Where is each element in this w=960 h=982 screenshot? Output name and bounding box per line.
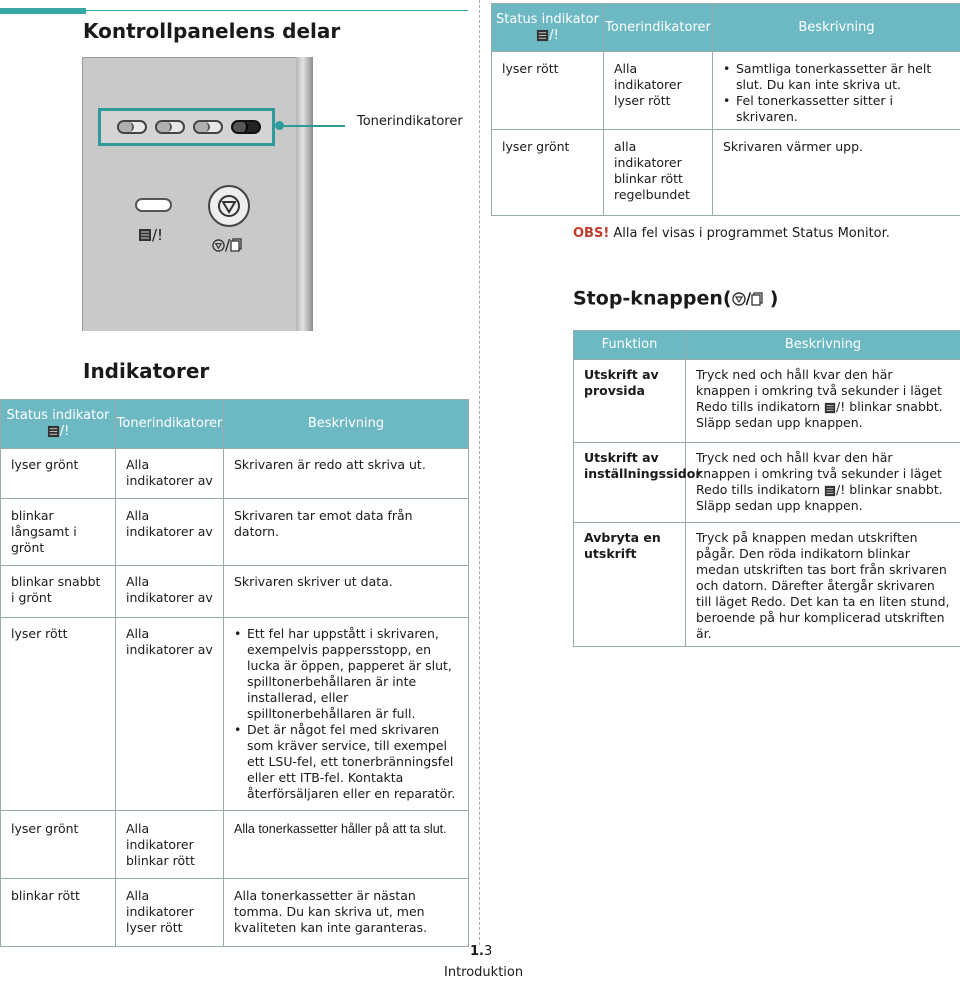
panel-stop-label: / xyxy=(212,236,242,254)
toner-led-group xyxy=(98,108,275,146)
toner-callout-label: Tonerindikatorer xyxy=(357,114,463,129)
toner-led-2 xyxy=(155,120,185,134)
indicators-title: Indikatorer xyxy=(83,359,210,383)
toner-led-4 xyxy=(231,120,261,134)
toner-led-3 xyxy=(193,120,223,134)
toner-status-table xyxy=(491,3,960,216)
printer-status-icon xyxy=(138,228,152,242)
stop-cancel-icon xyxy=(217,194,241,218)
indicators-table xyxy=(0,399,469,947)
list-item: • Ett fel har uppstått i skrivaren, exempelvis pappersstopp, en lucka är öppen, papperet är slut, spilltonerbehållaren är inte installerad, eller spilltonerbehållaren är full. xyxy=(234,626,458,722)
list-item: • Samtliga tonerkassetter är helt slut. Du kan inte skriva ut. xyxy=(723,61,950,93)
panel-status-label: /! xyxy=(138,226,163,244)
list-item: • Fel tonerkassetter sitter i skrivaren. xyxy=(723,93,950,125)
table-header: Beskrivning xyxy=(713,4,960,52)
table-header: Tonerindikatorer xyxy=(116,400,224,449)
table-row: lyser grönt alla indikatorer blinkar rött regelbundet Skrivaren värmer upp. xyxy=(492,130,960,216)
control-panel-illustration xyxy=(82,57,313,331)
section-name: Introduktion xyxy=(444,965,524,980)
copy-document-icon xyxy=(230,238,242,252)
table-row: lyser grönt Alla indikatorer av Skrivaren är redo att skriva ut. xyxy=(1,449,469,499)
table-row: Avbryta en utskrift Tryck på knappen medan utskriften pågår. Den röda indikatorn blinkar medan utskriften tas bort från skrivaren och datorn. Därefter återgår skrivaren till läget Redo. Det kan ta en liten stund, beroende på hur komplicerad utskriften är. xyxy=(574,523,960,647)
table-header: Status indikator /! xyxy=(1,400,116,449)
stop-button[interactable] xyxy=(208,185,250,227)
stop-button-table xyxy=(573,330,960,647)
header-rule xyxy=(86,10,468,11)
control-panel-edge xyxy=(296,57,313,331)
table-row: blinkar långsamt i grönt Alla indikatorer av Skrivaren tar emot data från datorn. xyxy=(1,499,469,566)
stop-cancel-icon xyxy=(732,292,746,306)
page-title: Kontrollpanelens delar xyxy=(83,19,341,43)
toner-led-1 xyxy=(117,120,147,134)
stop-section-title: Stop-knappen( / ) xyxy=(573,287,779,310)
table-row: lyser rött Alla indikatorer lyser rött • Samtliga tonerkassetter är helt slut. Du kan inte skriva ut. • Fel tonerkassetter sitter i skrivaren. xyxy=(492,52,960,130)
printer-status-icon xyxy=(536,29,549,42)
table-row: lyser rött Alla indikatorer av • Ett fel har uppstått i skrivaren, exempelvis pappersstopp, en lucka är öppen, papperet är slut, spilltonerbehållaren är inte installerad, eller spilltonerbehållaren är full. • Det är något fel med skrivaren som kräver service, till exempel ett LSU-fel, ett tonerbränningsfel eller ett ITB-fel. Kontakta återförsäljaren eller en reparatör. xyxy=(1,618,469,811)
table-header: Beskrivning xyxy=(224,400,469,449)
page-number: 1.3 xyxy=(470,944,493,959)
stop-cancel-icon xyxy=(212,239,225,252)
table-header: Tonerindikatorer xyxy=(604,4,713,52)
header-accent-band xyxy=(0,8,86,14)
obs-note: OBS! Alla fel visas i programmet Status Monitor. xyxy=(573,226,890,241)
printer-status-icon xyxy=(47,425,60,438)
column-separator xyxy=(479,0,480,945)
table-row: Utskrift av inställningssidor Tryck ned och håll kvar den här knappen i omkring två sekunder i läget Redo tills indikatorn /! blinkar snabbt. Släpp sedan upp knappen. xyxy=(574,443,960,523)
list-item: • Det är något fel med skrivaren som kräver service, till exempel ett LSU-fel, ett tonerbränningsfel eller ett ITB-fel. Kontakta återförsäljaren eller en reparatör. xyxy=(234,722,458,802)
printer-status-icon xyxy=(824,485,836,497)
table-header: Beskrivning xyxy=(686,331,960,360)
table-row: blinkar snabbt i grönt Alla indikatorer av Skrivaren skriver ut data. xyxy=(1,566,469,618)
table-row: lyser grönt Alla indikatorer blinkar rött Alla tonerkassetter håller på att ta slut. xyxy=(1,811,469,879)
printer-status-icon xyxy=(824,402,836,414)
table-row: Utskrift av provsida Tryck ned och håll kvar den här knappen i omkring två sekunder i läget Redo tills indikatorn /! blinkar snabbt. Släpp sedan upp knappen. xyxy=(574,360,960,443)
table-header: Status indikator /! xyxy=(492,4,604,52)
table-row: blinkar rött Alla indikatorer lyser rött Alla tonerkassetter är nästan tomma. Du kan skriva ut, men kvaliteten kan inte garanteras. xyxy=(1,879,469,947)
status-led xyxy=(135,198,172,212)
copy-document-icon xyxy=(751,292,763,306)
callout-line xyxy=(282,125,345,127)
table-header: Funktion xyxy=(574,331,686,360)
